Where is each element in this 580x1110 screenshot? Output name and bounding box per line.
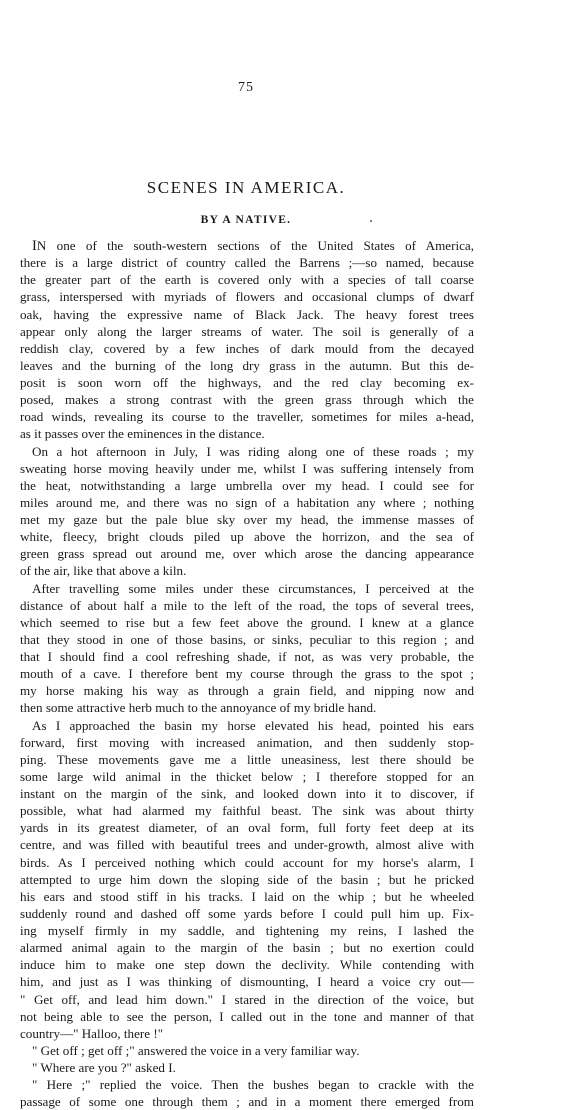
text-line: ping. These movements gave me a little uneasiness, lest there should be [20, 751, 474, 767]
text-line: After travelling some miles under these circumstances, I perceived at the [32, 580, 474, 596]
text-line: then some attractive herb much to the annoyance of my bridle hand. [20, 700, 377, 716]
text-line: On a hot afternoon in July, I was riding along one of these roads ; my [32, 443, 474, 459]
text-line: oak, having the expressive name of Black Jack. The heavy forest trees [20, 306, 474, 322]
text-line: grass, interspersed with myriads of flowers and occasional clumps of dwarf [20, 289, 474, 305]
text-line: some large wild animal in the thicket below ; I therefore stopped for an [20, 768, 474, 784]
text-line: my horse making his way as through a grain field, and nipping now and [20, 683, 474, 699]
text-line: the greater part of the earth is covered only with a species of tall coarse [20, 272, 474, 288]
text-line: there is a large district of country called the Barrens ;—so named, because [20, 255, 474, 271]
text-line: leaves and the burning of the long dry grass in the autumn. But this de- [20, 357, 474, 373]
text-line: suddenly round and dashed off some yards before I could pull him up. Fix- [20, 905, 474, 921]
text-line: posit is soon worn off the highways, and the red clay becoming ex- [20, 375, 474, 390]
text-line: appear only along the larger streams of water. The soil is generally of a [20, 323, 474, 339]
text-line: as it passes over the eminences in the distance. [20, 426, 265, 442]
print-speck [370, 220, 372, 222]
text-line: " Here ;" replied the voice. Then the bushes began to crackle with the [32, 1077, 474, 1093]
text-line: " Get off ; get off ;" answered the voice in a very familiar way. [32, 1042, 360, 1058]
text-line: sweating horse moving heavily under me, whilst I was suffering intensely from [20, 460, 474, 476]
chapter-title: SCENES IN AMERICA. [146, 178, 346, 197]
text-line: IN one of the south-western sections of the United States of America, [32, 238, 474, 254]
text-line: As I approached the basin my horse elevated his head, pointed his ears [32, 717, 474, 733]
body-text [20, 237, 474, 1110]
text-line: white, fleecy, bright clouds piled up above the horrizon, and the sea of [20, 529, 474, 545]
text-line: passage of some one through them ; and in a moment there emerged from [20, 1094, 474, 1110]
text-line: ing myself firmly in my saddle, and tightening my reins, I lashed the [20, 923, 474, 938]
text-line: forward, first moving with increased animation, and then suddenly stop- [20, 734, 474, 750]
text-line: green grass spread out around me, over which arose the dancing appearance [20, 546, 474, 562]
text-line: " Where are you ?" asked I. [32, 1060, 176, 1075]
text-line: the heat, notwithstanding a large umbrella over my head. I could see for [20, 477, 474, 493]
page-number: 75 [238, 80, 254, 95]
text-line: induce him to make one step down the declivity. While contending with [20, 957, 474, 973]
text-line: not being able to see the person, I called out in the tone and manner of that [20, 1008, 474, 1024]
text-line: his ears and stood stiff in his tracks. I laid on the whip ; but he wheeled [20, 888, 474, 904]
text-line: birds. As I perceived nothing which could account for my horse's alarm, I [20, 854, 474, 870]
text-line: of the air, like that above a kiln. [20, 563, 187, 579]
byline: BY A NATIVE. [200, 214, 292, 226]
text-line: distance of about half a mile to the left of the road, the tops of several trees, [20, 597, 474, 613]
text-line: centre, and was filled with beautiful trees and under-growth, almost alive with [20, 837, 474, 853]
text-line: instant on the margin of the sink, and looked down into it to discover, if [20, 786, 474, 801]
text-line: " Get off, and lead him down." I stared in the direction of the voice, but [20, 991, 474, 1007]
text-line: met my gaze but the pale blue sky over my head, the immense masses of [20, 512, 474, 527]
text-line: which seemed to rise but a few feet above the ground. I knew at a glance [20, 614, 474, 630]
text-line: him, and just as I was thinking of dismounting, I heard a voice cry out— [20, 974, 474, 990]
text-line: posed, makes a strong contrast with the green grass through which the [20, 392, 474, 408]
text-line: reddish clay, covered by a few inches of dark mould from the decayed [20, 340, 474, 356]
text-line: that they stood in one of those basins, or sinks, peculiar to this region ; and [20, 631, 474, 647]
text-line: yards in its greatest diameter, of an oval form, full forty feet deep at its [20, 820, 474, 836]
text-line: country—" Halloo, there !" [20, 1025, 164, 1041]
text-line: miles around me, and there was no sign of a habitation any where ; nothing [20, 494, 474, 510]
text-line: that I should find a cool refreshing shade, if not, as was very probable, the [20, 649, 474, 664]
text-line: alarmed animal again to the margin of the basin ; but no exertion could [20, 940, 474, 956]
text-line: attempted to urge him down the sloping side of the basin ; but he pricked [20, 871, 474, 887]
text-line: road winds, revealing its course to the traveller, sometimes for miles a-head, [20, 409, 474, 425]
text-line: mouth of a cave. I therefore bent my course through the grass to the spot ; [20, 666, 474, 682]
text-line: possible, what had alarmed my faithful beast. The sink was about thirty [20, 803, 474, 819]
